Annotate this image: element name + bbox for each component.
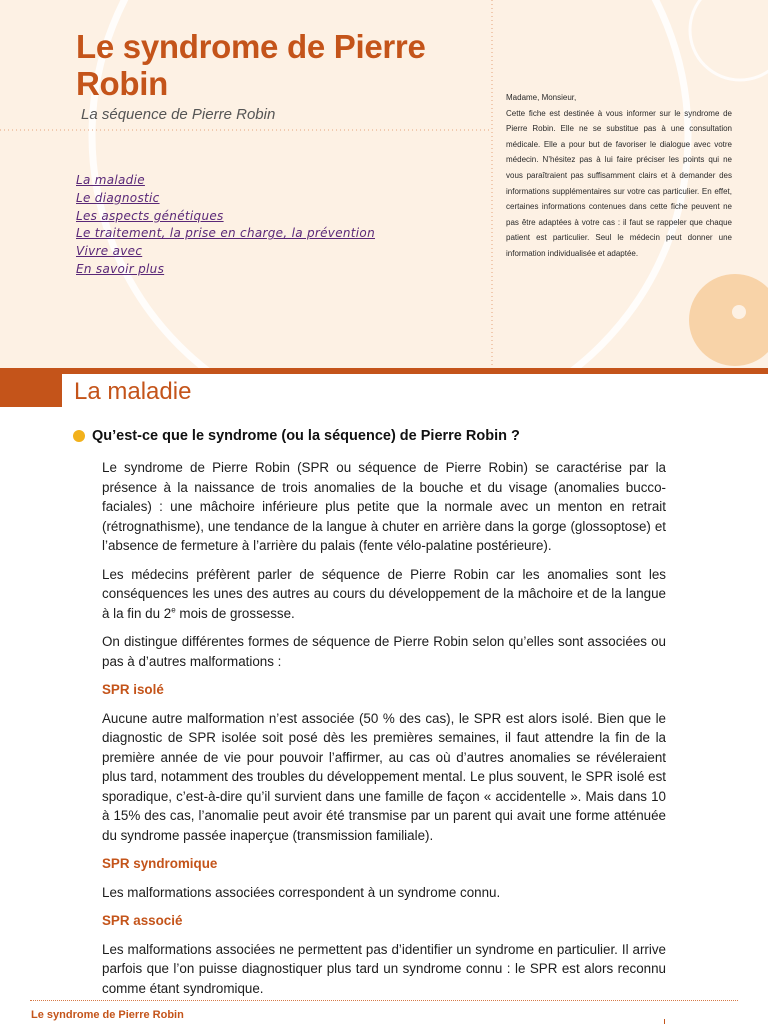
paragraph-spr-associe: Les malformations associées ne permettent pas d’identifier un syndrome en particulier. Il arrive parfois que l’on puisse diagnostiquer plus tard un syndrome connu : le SPR est alors reconnu comme étant syndromique. <box>102 941 666 996</box>
footer-title: Le syndrome de Pierre Robin <box>31 1009 184 1021</box>
subheading-spr-associe: SPR associé <box>102 913 183 928</box>
paragraph-sequence <box>102 565 666 624</box>
section-title: La maladie <box>74 378 192 405</box>
intro-greeting: Madame, Monsieur, <box>506 93 577 102</box>
question-heading <box>73 428 733 444</box>
section-content <box>102 458 666 998</box>
footer-tick <box>664 1019 665 1024</box>
header-banner <box>0 0 768 368</box>
toc-link-vivre-avec[interactable]: Vivre avec <box>76 244 143 259</box>
toc-link-traitement[interactable]: Le traitement, la prise en charge, la prévention <box>76 226 375 241</box>
paragraph-spr-isole: Aucune autre malformation n’est associée (50 % des cas), le SPR est alors isolé. Bien que le diagnostic de SPR isolée soit posé dès les premières semaines, il faut attendre la fin de la première année de vie pour pouvoir l’affirmer, au cas où d’autres anomalies se révéleraient plus tard, notamment des troubles du développement mental. Le plus souvent, le SPR isolé est sporadique, c’est-à-dire qu’il survient dans une famille de façon « accidentelle ». Mais dans 10 à 15% des cas, l’anomalie peut avoir été transmise par un parent qui avait une forme atténuée du syndrome passée inaperçue (transmission familiale). <box>102 710 666 843</box>
intro-body: Cette fiche est destinée à vous informer sur le syndrome de Pierre Robin. Elle ne se substitue pas à une consultation médicale. Elle a pour but de favoriser le dialogue avec votre médecin. N’hésitez pas à lui faire préciser les points qui ne vous paraîtraient pas suffisamment clairs et à demander des informations supplémentaires sur votre cas particulier. En effet, certaines informations contenues dans cette fiche peuvent ne pas être adaptées à votre cas : il faut se rappeler que chaque patient est particulier. Seul le médecin peut donner une information individualisée et adaptée. <box>506 108 732 258</box>
ordinal-suffix: e <box>171 605 176 615</box>
section-divider <box>0 368 768 374</box>
paragraph-forms: On distingue différentes formes de séquence de Pierre Robin selon qu’elles sont associées ou pas à d’autres malformations : <box>102 634 666 669</box>
page-title: Le syndrome de Pierre Robin <box>76 28 426 102</box>
paragraph-sequence-end: mois de grossesse. <box>175 605 295 621</box>
bullet-icon <box>73 430 85 442</box>
page-subtitle: La séquence de Pierre Robin <box>81 106 276 123</box>
table-of-contents <box>76 172 375 279</box>
toc-link-aspects-genetiques[interactable]: Les aspects génétiques <box>76 208 224 223</box>
question-text: Qu’est-ce que le syndrome (ou la séquence) de Pierre Robin ? <box>92 428 520 444</box>
paragraph-spr-syndromique: Les malformations associées correspondent à un syndrome connu. <box>102 884 501 900</box>
paragraph-sequence-text: Les médecins préfèrent parler de séquence de Pierre Robin car les anomalies sont les conséquences les unes des autres au cours du développement de la mâchoire et de la langue à la fin du 2 <box>102 566 666 621</box>
subheading-spr-syndromique: SPR syndromique <box>102 856 218 871</box>
toc-link-le-diagnostic[interactable]: Le diagnostic <box>76 190 160 205</box>
section-tab <box>0 374 62 407</box>
footer-divider <box>30 1000 738 1001</box>
paragraph-definition: Le syndrome de Pierre Robin (SPR ou séquence de Pierre Robin) se caractérise par la présence à la naissance de trois anomalies de la bouche et du visage (anomalies bucco-faciales) : une mâchoire inférieure plus petite que la normale avec un menton en retrait (rétrognathisme), une tendance de la langue à chuter en arrière dans la gorge (glossoptose) et l’absence de fermeture à l’arrière du palais (fente vélo-palatine postérieure). <box>102 460 666 553</box>
intro-note <box>506 90 732 262</box>
toc-link-la-maladie[interactable]: La maladie <box>76 173 145 187</box>
subheading-spr-isole: SPR isolé <box>102 682 164 697</box>
toc-link-en-savoir-plus[interactable]: En savoir plus <box>76 261 165 276</box>
